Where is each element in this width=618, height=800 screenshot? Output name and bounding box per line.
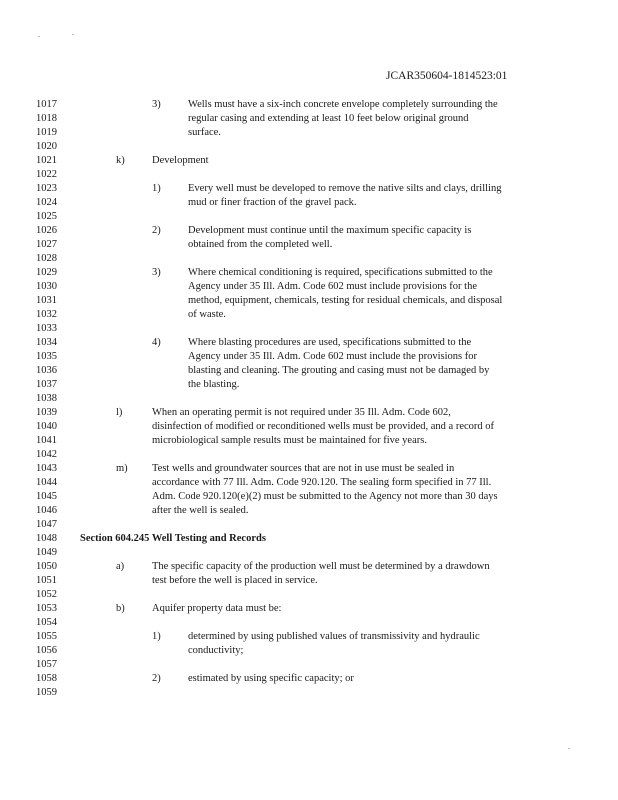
line-number: 1039 bbox=[36, 407, 57, 418]
line-number: 1033 bbox=[36, 323, 57, 334]
paragraph-line: The specific capacity of the production well must be determined by a drawdown bbox=[152, 561, 490, 572]
paragraph-line: blasting and cleaning. The grouting and casing must not be damaged by bbox=[188, 365, 490, 376]
paragraph-line: accordance with 77 Ill. Adm. Code 920.120. The sealing form specified in 77 Ill. bbox=[152, 477, 492, 488]
line-number: 1020 bbox=[36, 141, 57, 152]
line-number: 1048 bbox=[36, 533, 57, 544]
line-number: 1059 bbox=[36, 687, 57, 698]
paragraph-line: after the well is sealed. bbox=[152, 505, 249, 516]
item-number: 2) bbox=[152, 225, 161, 236]
paragraph-line: When an operating permit is not required under 35 Ill. Adm. Code 602, bbox=[152, 407, 451, 418]
line-number: 1046 bbox=[36, 505, 57, 516]
subsection-label: k) bbox=[116, 155, 125, 166]
scan-speck bbox=[72, 34, 74, 35]
paragraph-line: Test wells and groundwater sources that are not in use must be sealed in bbox=[152, 463, 455, 474]
line-number: 1041 bbox=[36, 435, 57, 446]
line-number: 1051 bbox=[36, 575, 57, 586]
line-number: 1028 bbox=[36, 253, 57, 264]
paragraph-line: surface. bbox=[188, 127, 221, 138]
paragraph-line: test before the well is placed in service. bbox=[152, 575, 318, 586]
line-number: 1040 bbox=[36, 421, 57, 432]
line-number: 1019 bbox=[36, 127, 57, 138]
paragraph-line: Wells must have a six-inch concrete envelope completely surrounding the bbox=[188, 99, 498, 110]
line-number: 1044 bbox=[36, 477, 57, 488]
line-number: 1030 bbox=[36, 281, 57, 292]
line-number: 1021 bbox=[36, 155, 57, 166]
line-number: 1026 bbox=[36, 225, 57, 236]
paragraph-line: Where chemical conditioning is required, specifications submitted to the bbox=[188, 267, 493, 278]
line-number: 1018 bbox=[36, 113, 57, 124]
scan-speck bbox=[568, 748, 570, 749]
line-number: 1034 bbox=[36, 337, 57, 348]
subsection-label: a) bbox=[116, 561, 125, 572]
subsection-label: b) bbox=[116, 603, 125, 614]
paragraph-line: of waste. bbox=[188, 309, 226, 320]
line-number: 1038 bbox=[36, 393, 57, 404]
paragraph-line: Agency under 35 Ill. Adm. Code 602 must include the provisions for bbox=[188, 351, 478, 362]
paragraph-line: mud or finer fraction of the gravel pack. bbox=[188, 197, 357, 208]
section-heading: Section 604.245 Well Testing and Records bbox=[80, 533, 266, 544]
paragraph-line: regular casing and extending at least 10 feet below original ground bbox=[188, 113, 469, 124]
line-number: 1023 bbox=[36, 183, 57, 194]
paragraph-line: the blasting. bbox=[188, 379, 240, 390]
paragraph-line: method, equipment, chemicals, testing for residual chemicals, and disposal bbox=[188, 295, 503, 306]
line-number: 1049 bbox=[36, 547, 57, 558]
line-number: 1025 bbox=[36, 211, 57, 222]
subsection-title: Development bbox=[152, 155, 209, 166]
item-number: 1) bbox=[152, 631, 161, 642]
line-number: 1017 bbox=[36, 99, 57, 110]
document-id: JCAR350604-1814523:01 bbox=[386, 70, 508, 82]
paragraph-line: Where blasting procedures are used, specifications submitted to the bbox=[188, 337, 472, 348]
item-number: 1) bbox=[152, 183, 161, 194]
line-number: 1031 bbox=[36, 295, 57, 306]
paragraph-line: Agency under 35 Ill. Adm. Code 602 must include provisions for the bbox=[188, 281, 478, 292]
line-number: 1052 bbox=[36, 589, 57, 600]
paragraph-line: determined by using published values of transmissivity and hydraulic bbox=[188, 631, 480, 642]
line-number: 1045 bbox=[36, 491, 57, 502]
line-number: 1036 bbox=[36, 365, 57, 376]
line-number: 1037 bbox=[36, 379, 57, 390]
line-number: 1056 bbox=[36, 645, 57, 656]
subsection-label: m) bbox=[116, 463, 128, 474]
line-number: 1058 bbox=[36, 673, 57, 684]
line-number: 1054 bbox=[36, 617, 57, 628]
paragraph-line: obtained from the completed well. bbox=[188, 239, 333, 250]
paragraph-line: Every well must be developed to remove the native silts and clays, drilling bbox=[188, 183, 502, 194]
line-number: 1042 bbox=[36, 449, 57, 460]
line-number: 1035 bbox=[36, 351, 57, 362]
line-number: 1029 bbox=[36, 267, 57, 278]
line-number: 1022 bbox=[36, 169, 57, 180]
line-number: 1057 bbox=[36, 659, 57, 670]
paragraph-line: estimated by using specific capacity; or bbox=[188, 673, 354, 684]
paragraph-line: conductivity; bbox=[188, 645, 244, 656]
paragraph-line: Adm. Code 920.120(e)(2) must be submitted to the Agency not more than 30 days bbox=[152, 491, 498, 502]
line-number: 1053 bbox=[36, 603, 57, 614]
line-number: 1050 bbox=[36, 561, 57, 572]
line-number: 1047 bbox=[36, 519, 57, 530]
scan-speck bbox=[38, 36, 40, 37]
item-number: 2) bbox=[152, 673, 161, 684]
item-number: 4) bbox=[152, 337, 161, 348]
item-number: 3) bbox=[152, 267, 161, 278]
line-number: 1055 bbox=[36, 631, 57, 642]
line-number: 1043 bbox=[36, 463, 57, 474]
line-number: 1027 bbox=[36, 239, 57, 250]
line-number: 1032 bbox=[36, 309, 57, 320]
paragraph-line: Aquifer property data must be: bbox=[152, 603, 282, 614]
subsection-label: l) bbox=[116, 407, 123, 418]
paragraph-line: disinfection of modified or reconditioned wells must be provided, and a record of bbox=[152, 421, 495, 432]
item-number: 3) bbox=[152, 99, 161, 110]
paragraph-line: Development must continue until the maximum specific capacity is bbox=[188, 225, 472, 236]
line-number: 1024 bbox=[36, 197, 57, 208]
paragraph-line: microbiological sample results must be maintained for five years. bbox=[152, 435, 427, 446]
